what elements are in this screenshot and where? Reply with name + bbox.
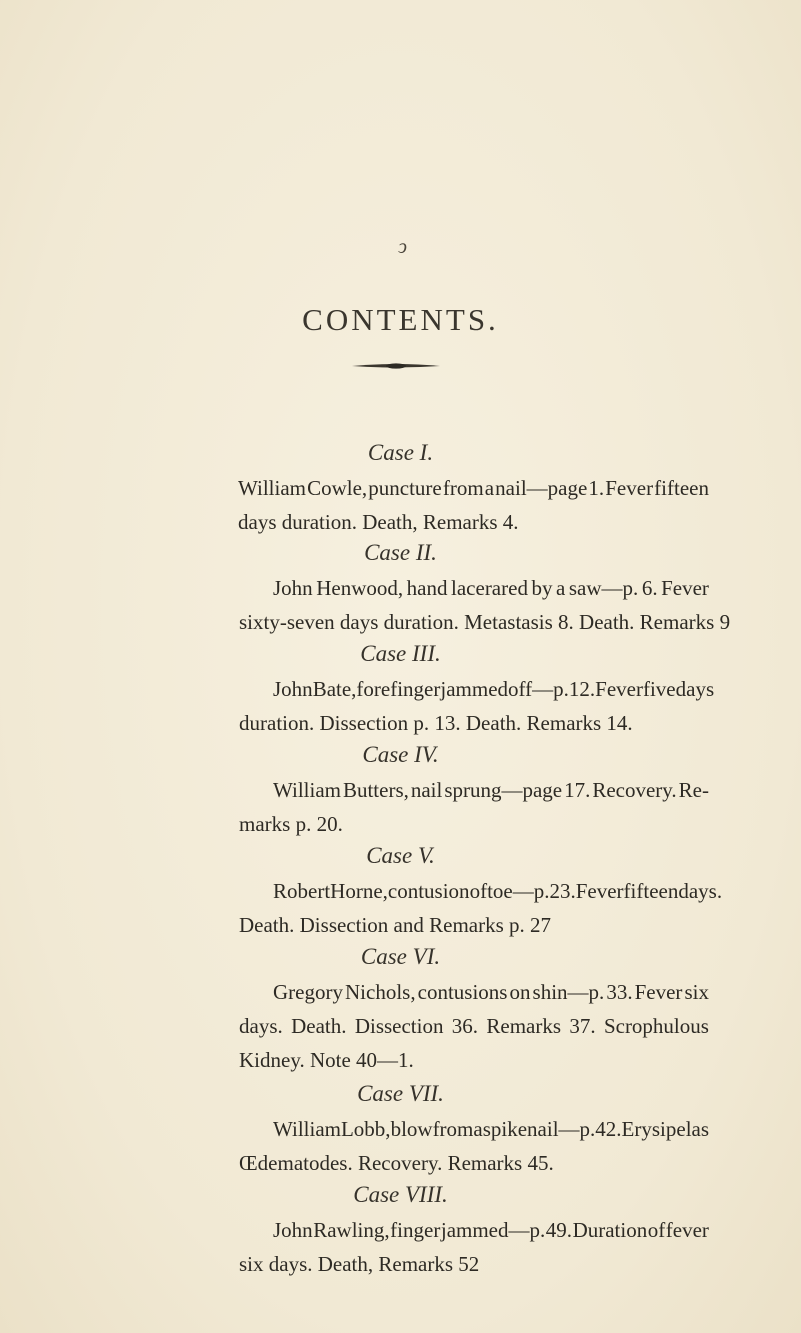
case-6-line-1-text [273, 975, 709, 1009]
word: John [273, 677, 313, 701]
word: five [642, 677, 676, 701]
word: William [273, 1117, 341, 1141]
word: fifteen [623, 879, 679, 903]
word: spike [482, 1117, 528, 1141]
word: jammed [440, 677, 509, 701]
word: toe—p. [487, 879, 550, 903]
word: Scrophulous [603, 1014, 709, 1038]
case-7-line-1-text [273, 1112, 709, 1146]
case-8-line-2-text: six days. Death, Remarks 52 [239, 1252, 480, 1276]
word: Fever [661, 576, 709, 600]
word: 49. [545, 1218, 573, 1242]
case-2-line-1-text [273, 571, 709, 605]
word: 6. [641, 576, 658, 600]
case-5-heading: Case V. [366, 843, 435, 868]
case-2-line-2 [239, 605, 731, 639]
case-7-line-1 [239, 1112, 709, 1146]
word: nail—page [495, 476, 588, 500]
word: fifteen [654, 476, 709, 500]
word: Bate, [312, 677, 357, 701]
word: Rawling, [313, 1218, 390, 1242]
word: shin—p. [532, 980, 605, 1004]
case-4-line-1 [239, 773, 709, 807]
case-6-line-3-text: Kidney. Note 40—1. [239, 1048, 414, 1072]
word: Death. [291, 1014, 347, 1038]
word: nail—p. [527, 1117, 596, 1141]
word: Erysipelas [621, 1117, 710, 1141]
word: finger [390, 677, 441, 701]
word: Dissection [354, 1014, 444, 1038]
word: 12. [568, 677, 596, 701]
case-6-entry [239, 975, 709, 1077]
word: puncture [368, 476, 442, 500]
word: six [684, 980, 709, 1004]
case-7-line-2 [239, 1146, 709, 1180]
case-2-line-2-text: sixty-seven days duration. Metastasis 8. Death. Remarks 9 [239, 610, 731, 634]
word: 23. [549, 879, 576, 903]
case-5-line-1-text [273, 874, 723, 908]
case-4-entry [239, 773, 709, 841]
word: Fever [575, 879, 624, 903]
case-8-heading: Case VIII. [353, 1182, 448, 1207]
word: Nichols, [345, 980, 416, 1004]
word: blow [390, 1117, 433, 1141]
word: by [531, 576, 553, 600]
word: Gregory [273, 980, 343, 1004]
word: Fever [634, 980, 683, 1004]
word: contusions [417, 980, 508, 1004]
word: Duration [572, 1218, 648, 1242]
case-1-line-1 [238, 471, 709, 505]
word: off—p. [508, 677, 569, 701]
word: Fever [605, 476, 654, 500]
word: fore [356, 677, 391, 701]
case-7-entry [239, 1112, 709, 1180]
word: Recovery. [592, 778, 677, 802]
word: jammed—p. [440, 1218, 546, 1242]
word: hand [406, 576, 448, 600]
case-2-entry [239, 571, 731, 639]
case-5-line-1 [239, 874, 723, 908]
case-6-line-2 [239, 1009, 709, 1043]
case-8-entry [239, 1213, 709, 1281]
word: days [675, 677, 715, 701]
word: Cowle, [307, 476, 368, 500]
case-3-line-1 [239, 672, 715, 706]
case-6-heading: Case VI. [360, 944, 441, 969]
word: from [432, 1117, 474, 1141]
word: Lobb, [340, 1117, 391, 1141]
word: nail [410, 778, 443, 802]
case-4-heading: Case IV. [362, 742, 439, 767]
word: 37. [569, 1014, 596, 1038]
case-4-line-2-text: marks p. 20. [239, 812, 343, 836]
case-8-line-1-text [273, 1213, 709, 1247]
case-3-line-2 [239, 706, 709, 740]
word: fever [665, 1218, 709, 1242]
word: 1. [588, 476, 605, 500]
word: contusion [387, 879, 470, 903]
ornamental-rule [350, 361, 442, 371]
case-1-line-2 [238, 505, 709, 539]
case-3-line-1-text [273, 672, 715, 706]
word: days. [678, 879, 723, 903]
case-3-line-2-text: duration. Dissection p. 13. Death. Remarks 14. [239, 711, 633, 735]
case-4-line-2 [239, 807, 709, 841]
word: of [647, 1218, 666, 1242]
case-3-entry [239, 672, 715, 740]
word: Fever [595, 677, 643, 701]
case-6-line-2-text [239, 1009, 709, 1043]
case-1-entry [239, 471, 709, 539]
case-8-line-1 [239, 1213, 709, 1247]
case-3-heading: Case III. [360, 641, 441, 666]
word: Re- [678, 778, 709, 802]
word: of [469, 879, 488, 903]
case-1-line-1-text [238, 471, 709, 505]
case-6-line-1 [239, 975, 709, 1009]
case-7-heading: Case VII. [357, 1081, 444, 1106]
word: sprung—page [444, 778, 563, 802]
word: John [273, 576, 313, 600]
page-title: CONTENTS. [302, 302, 499, 337]
case-4-line-1-text [273, 773, 709, 807]
case-2-line-1 [239, 571, 709, 605]
word: Remarks [486, 1014, 562, 1038]
word: on [509, 980, 531, 1004]
word: a [484, 476, 495, 500]
case-5-line-2 [239, 908, 709, 942]
case-8-line-2 [239, 1247, 709, 1281]
word: John [273, 1218, 313, 1242]
word: finger [390, 1218, 441, 1242]
word: days. [239, 1014, 283, 1038]
case-5-line-2-text: Death. Dissection and Remarks p. 27 [239, 913, 552, 937]
word: William [238, 476, 306, 500]
stray-printer-mark: ↄ [398, 236, 407, 258]
word: lacerared [451, 576, 528, 600]
word: a [473, 1117, 483, 1141]
word: 33. [606, 980, 633, 1004]
word: William [273, 778, 341, 802]
case-1-heading: Case I. [367, 440, 434, 465]
word: a [556, 576, 566, 600]
word: 42. [595, 1117, 622, 1141]
case-5-entry [239, 874, 723, 942]
word: 36. [451, 1014, 479, 1038]
case-7-line-2-text: Œdematodes. Recovery. Remarks 45. [239, 1151, 554, 1175]
word: Horne, [330, 879, 388, 903]
case-6-line-3 [239, 1043, 709, 1077]
word: Henwood, [316, 576, 404, 600]
word: Butters, [342, 778, 409, 802]
word: Robert [273, 879, 331, 903]
word: saw—p. [568, 576, 639, 600]
case-2-heading: Case II. [364, 540, 437, 565]
word: 17. [564, 778, 591, 802]
word: from [442, 476, 484, 500]
case-1-line-2-text: days duration. Death, Remarks 4. [238, 510, 519, 534]
